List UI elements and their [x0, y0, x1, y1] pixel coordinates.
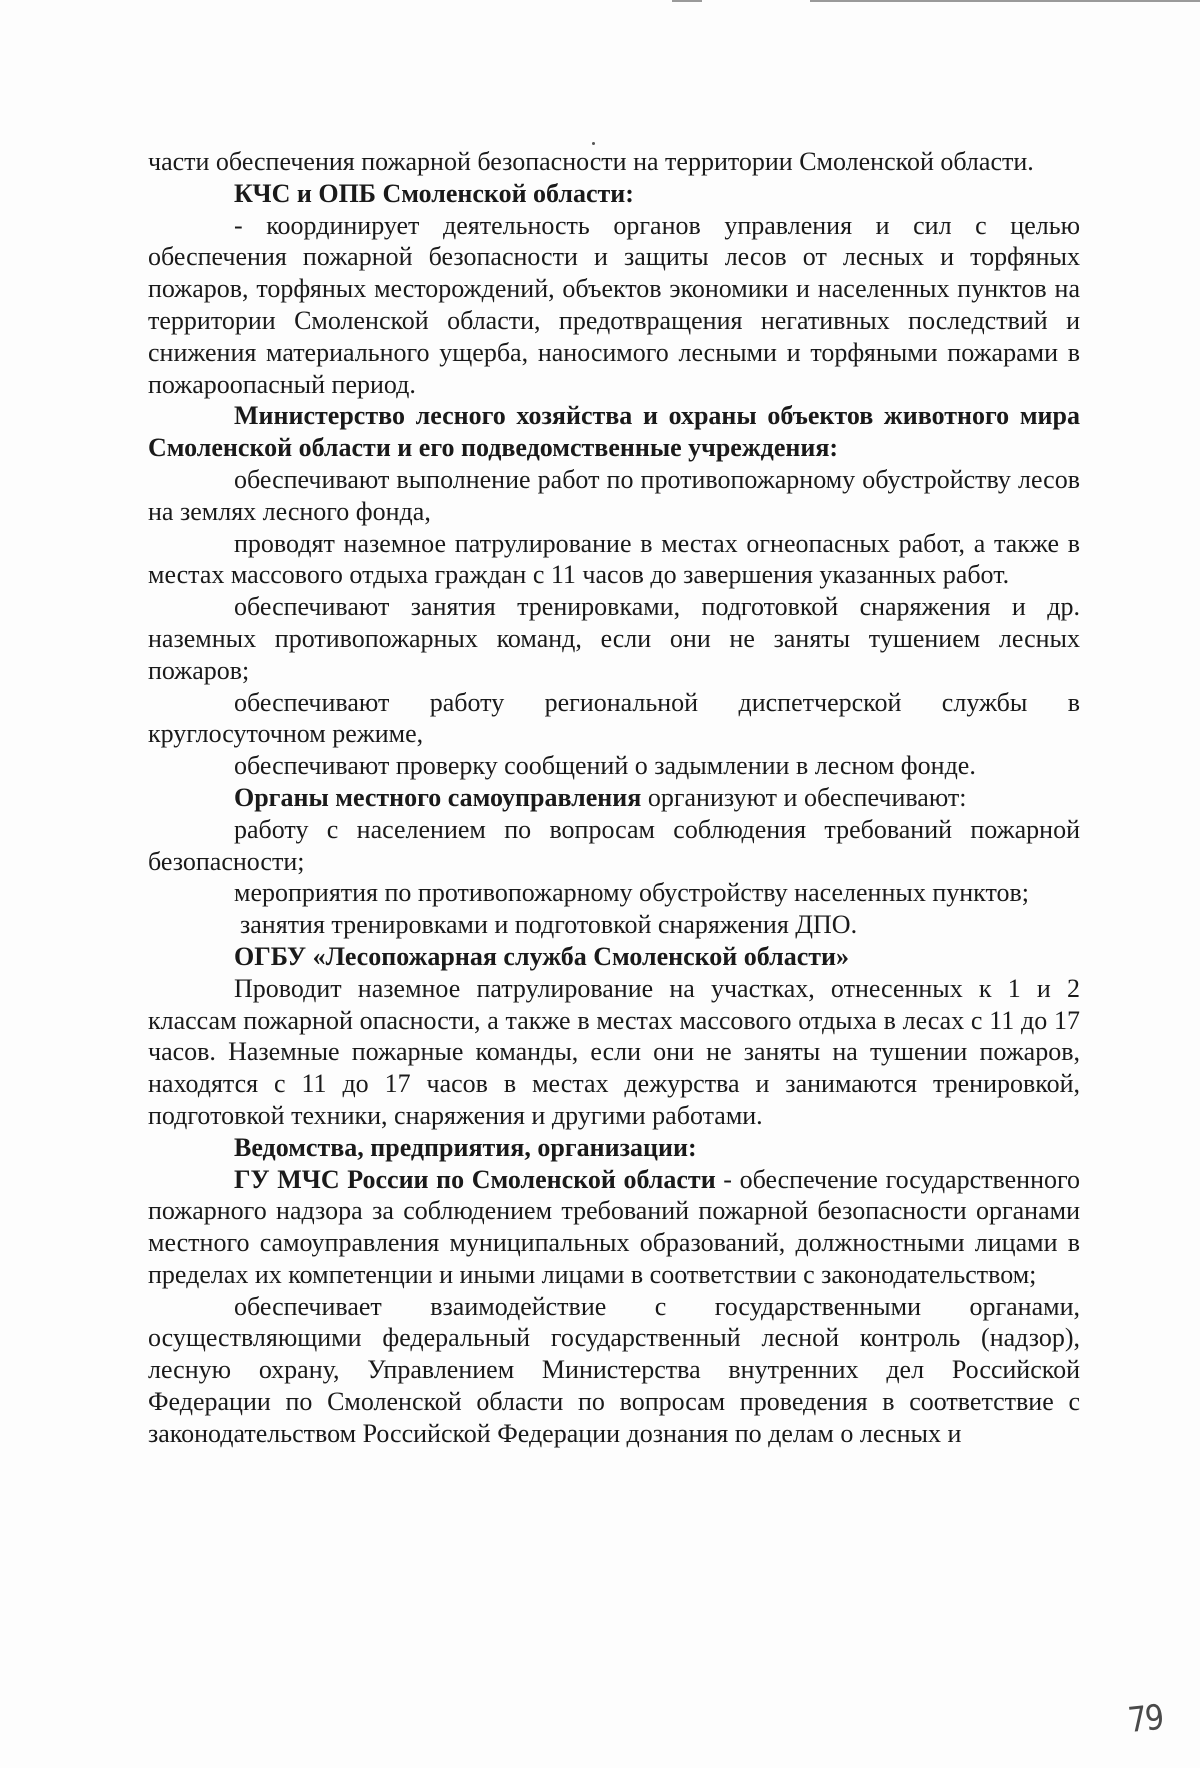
paragraph-mchs [148, 1164, 1080, 1291]
heading-local-government: Органы местного самоуправления [234, 782, 642, 812]
local-government-intro: организуют и обеспечивают: [641, 782, 967, 812]
paragraph-local-1: работу с населением по вопросам соблюдения требований пожарной безопасности; [148, 814, 1080, 876]
paragraph-forestry-4: обеспечивают работу региональной диспетчерской службы в круглосуточном режиме, [148, 687, 1080, 749]
paragraph-forestry-1: обеспечивают выполнение работ по противопожарному обустройству лесов на землях лесного фонда, [148, 464, 1080, 526]
heading-agencies: Ведомства, предприятия, организации: [234, 1132, 697, 1162]
paragraph-kchs-duties: - координирует деятельность органов управления и сил с целью обеспечения пожарной безопасности и защиты лесов от лесных и торфяных пожаров, торфяных месторождений, объектов экономики и населенных пунктов на территории Смоленской области, предотвращения негативных последствий и снижения материального ущерба, наносимого лесными и торфяными пожарами в пожароопасный период. [148, 210, 1080, 399]
paragraph-mchs-2: обеспечивает взаимодействие с государственными органами, осуществляющими федеральный государственный лесной контроль (надзор), лесную охрану, Управлением Министерства внутренних дел Российской Федерации по Смоленской области по вопросам проведения в соответствие с законодательством Российской Федерации дознания по делам о лесных и [148, 1291, 1080, 1448]
document-body [148, 146, 1080, 1450]
heading-forestry-ministry: Министерство лесного хозяйства и охраны объектов животного мира Смоленской области и его подведомственные учреждения: [148, 401, 1080, 463]
mchs-duties: - обеспечение государственного пожарного надзора за соблюдением требований пожарной безопасности органами местного самоуправления муниципальных образований, должностными лицами в пределах их компетенции и иными лицами в соответствии с законодательством; [148, 1164, 1080, 1289]
paragraph-forestry-5: обеспечивают проверку сообщений о задымлении в лесном фонде. [234, 751, 976, 781]
paragraph-local-government [148, 782, 1080, 814]
paragraph-continuation: части обеспечения пожарной безопасности на территории Смоленской области. [148, 147, 1034, 176]
paragraph-ogbu: Проводит наземное патрулирование на участках, отнесенных к 1 и 2 классам пожарной опасности, а также в местах массового отдыха в лесах с 11 до 17 часов. Наземные пожарные команды, если они не заняты на тушении пожаров, находятся с 11 до 17 часов в местах дежурства и занимаются тренировкой, подготовкой техники, снаряжения и другими работами. [148, 973, 1080, 1130]
scan-edge-mark [672, 0, 702, 2]
page-number: 79 [1125, 1697, 1165, 1742]
paragraph-forestry-3: обеспечивают занятия тренировками, подготовкой снаряжения и др. наземных противопожарных команд, если они не заняты тушением лесных пожаров; [148, 592, 1080, 685]
heading-ogbu: ОГБУ «Лесопожарная служба Смоленской области» [234, 941, 849, 971]
scan-edge-mark [810, 0, 1200, 2]
heading-kchs: КЧС и ОПБ Смоленской области: [234, 178, 634, 208]
scan-speck [592, 142, 595, 145]
paragraph-forestry-2: проводят наземное патрулирование в местах огнеопасных работ, а также в местах массового отдыха граждан с 11 часов до завершения указанных работ. [148, 528, 1080, 590]
paragraph-local-3: занятия тренировками и подготовкой снаряжения ДПО. [240, 910, 858, 940]
paragraph-local-2: мероприятия по противопожарному обустройству населенных пунктов; [234, 878, 1029, 908]
heading-mchs: ГУ МЧС России по Смоленской области [234, 1164, 716, 1194]
